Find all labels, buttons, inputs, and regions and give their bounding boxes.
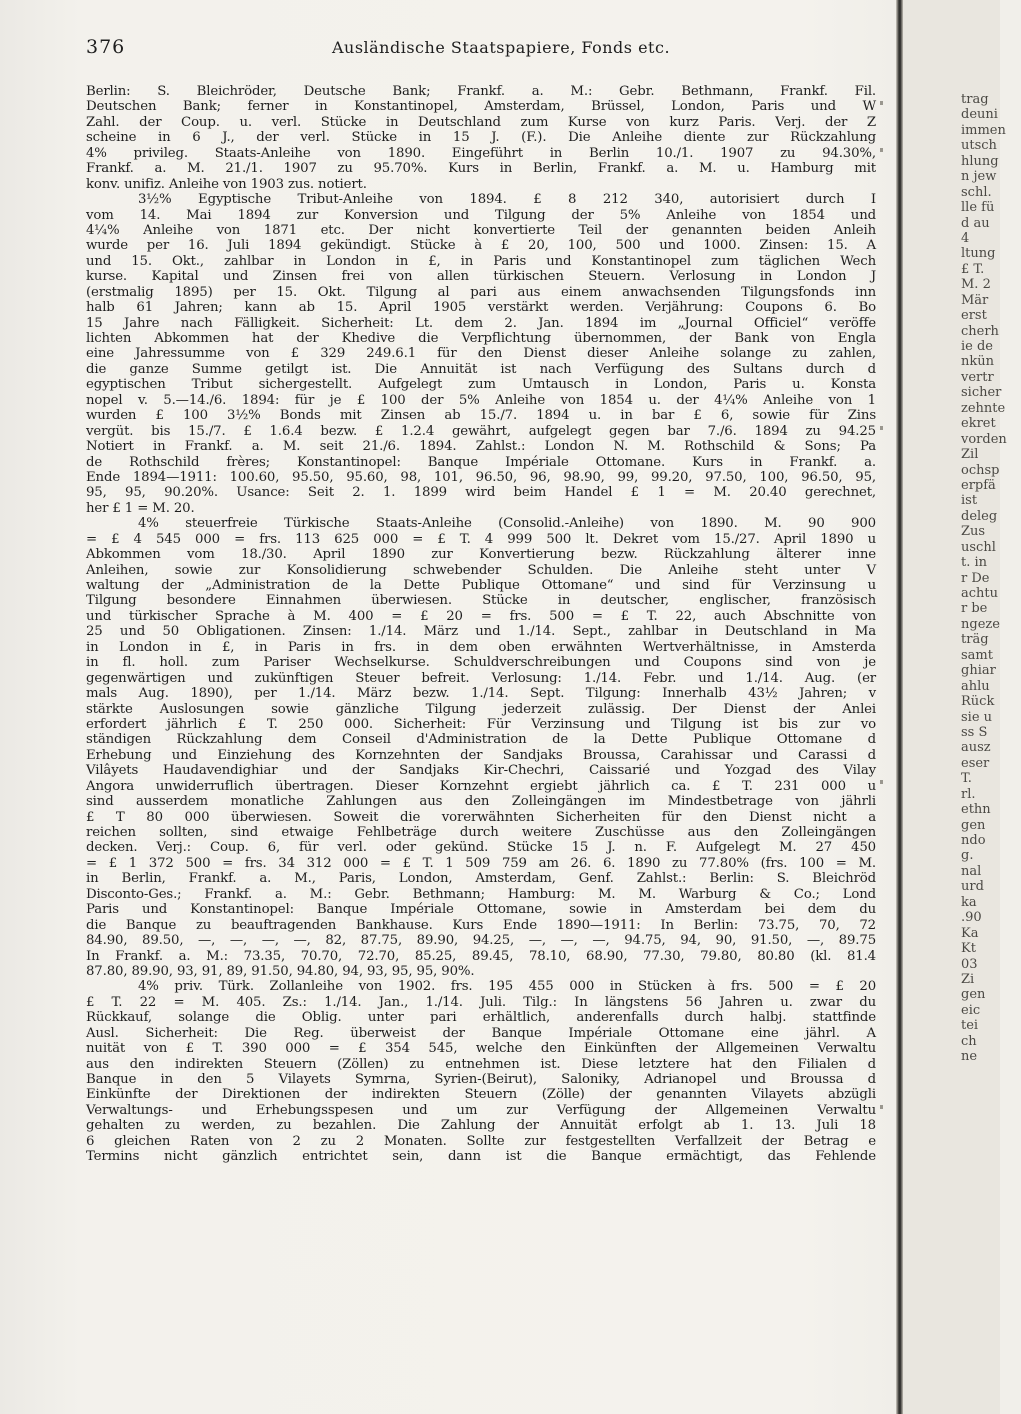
text-line: 3½% Egyptische Tribut-Anleihe von 1894. £ 8 212 340, autorisiert durch I (138, 192, 876, 208)
facing-page-text (961, 92, 1021, 1065)
text-line: stärkte Auslosungen sowie gänzliche Tilgung jederzeit zulässig. Der Dienst der Anlei (86, 701, 876, 717)
text-line: Abkommen vom 18./30. April 1890 zur Konvertierung bezw. Rückzahlung älterer inne (86, 547, 876, 563)
text-line: Berlin: S. Bleichröder, Deutsche Bank; Frankf. a. M.: Gebr. Bethmann, Frankf. Fil. (86, 84, 876, 99)
text-line: Angora unwiderruflich übertragen. Dieser Kornzehnt ergiebt jährlich ca. £ T. 231 000 u (86, 778, 876, 794)
facing-page-fragment: g. (961, 848, 974, 864)
text-line: 4% privileg. Staats-Anleihe von 1890. Eingeführt in Berlin 10./1. 1907 zu 94.30%, (86, 145, 876, 161)
facing-page-fragment: 03 (961, 956, 978, 972)
text-line: de Rothschild frères; Konstantinopel: Banque Impériale Ottomane. Kurs in Frankf. a. (86, 454, 876, 470)
text-line: wurden £ 100 3½% Bonds mit Zinsen ab 15./7. 1894 u. in bar £ 6, sowie für Zins (86, 408, 876, 424)
text-line: vom 14. Mai 1894 zur Konversion und Tilgung der 5% Anleihe von 1854 und (86, 207, 876, 223)
text-line: gehalten zu werden, zu bezahlen. Die Zahlung der Annuität erfolgt ab 1. 13. Juli 18 (86, 1118, 876, 1134)
text-line: decken. Verj.: Coup. 6, für verl. oder gekünd. Stücke 15 J. n. F. Aufgelegt M. 27 450 (86, 840, 876, 856)
text-line: £ T. 22 = M. 405. Zs.: 1./14. Jan., 1./14. Juli. Tilg.: In längstens 56 Jahren u. zwar du (86, 994, 876, 1010)
text-line: £ T 80 000 überwiesen. Soweit die vorerwähnten Sicherheiten für den Dienst nicht a (86, 809, 876, 825)
facing-page-fragment: d au (961, 215, 990, 231)
text-line: Vilâyets Haudavendighiar und der Sandjaks Kir-Chechri, Caissarié und Yozgad des Vilay (86, 763, 876, 779)
facing-page-fragment: ie de (961, 339, 993, 354)
text-line: gegenwärtigen und zukünftigen Steuer befreit. Verlosung: 1./14. Febr. und 1./14. Aug. (er (86, 670, 876, 686)
facing-page-fragment: ltung (961, 246, 996, 262)
facing-page-fragment: nkün (961, 354, 994, 370)
text-line: Paris und Konstantinopel: Banque Impériale Ottomane, sowie in Amsterdam bei dem du (86, 902, 876, 918)
facing-page-fragment: ch (961, 1033, 977, 1049)
running-head: Ausländische Staatspapiere, Fonds etc. (331, 38, 671, 57)
facing-page-fragment: rl. (961, 786, 976, 802)
facing-page-edge (903, 0, 1007, 1414)
text-line: Ausl. Sicherheit: Die Reg. überweist der Banque Impériale Ottomane eine jährl. A (86, 1025, 876, 1041)
text-line: Ende 1894—1911: 100.60, 95.50, 95.60, 98, 101, 96.50, 96, 98.90, 99, 99.20, 97.50, 100, 96.50, 95, (86, 469, 876, 485)
facing-page-fragment: schl. (961, 184, 992, 200)
text-line: Termins nicht gänzlich entrichtet sein, dann ist die Banque ermächtigt, das Fehlende (86, 1149, 876, 1165)
facing-page-fragment: ngeze (961, 616, 1000, 632)
text-line: egyptischen Tribut sichergestellt. Aufgelegt zum Umtausch in London, Paris u. Konsta (86, 377, 876, 393)
text-line: Tilgung besondere Einnahmen überwiesen. Stücke in deutscher, englischer, französisch (86, 593, 876, 609)
facing-page-fragment: samt (961, 647, 993, 663)
page-number: 376 (86, 36, 126, 58)
facing-page-fragment: n jew (961, 169, 997, 185)
facing-page-fragment: nal (961, 863, 982, 879)
facing-page-fragment: träg (961, 632, 989, 648)
text-line: nuität von £ T. 390 000 = £ 354 545, welche den Einkünften der Allgemeinen Verwaltu (86, 1041, 876, 1057)
facing-page-fragment: uschl (961, 539, 996, 555)
text-line: Frankf. a. M. 21./1. 1907 zu 95.70%. Kurs in Berlin, Frankf. a. M. u. Hamburg mit (86, 161, 876, 177)
text-line: = £ 1 372 500 = frs. 34 312 000 = £ T. 1 509 759 am 26. 6. 1890 zu 77.80% (frs. 100 = M. (86, 855, 876, 871)
text-line: lichten Abkommen hat der Khedive die Verpflichtung übernommen, der Bank von Engla (86, 331, 876, 346)
text-line: Banque in den 5 Vilayets Symrna, Syrien-(Beirut), Saloniky, Adrianopel und Broussa d (86, 1072, 876, 1087)
text-line: sind ausserdem monatliche Zahlungen aus den Zolleingängen im Mindestbetrage von jährli (86, 794, 876, 810)
facing-page-fragment: sicher (961, 385, 1002, 401)
facing-page-fragment: erst (961, 308, 987, 324)
facing-page-fragment: hlung (961, 153, 999, 169)
text-line: 4% steuerfreie Türkische Staats-Anleihe (Consolid.-Anleihe) von 1890. M. 90 900 (138, 516, 876, 532)
facing-page-fragment: deuni (961, 107, 998, 123)
facing-page-fragment: gen (961, 987, 986, 1003)
facing-page-fragment: erpfä (961, 477, 996, 493)
text-line: waltung der „Administration de la Dette Publique Ottomane“ und sind für Verzinsung u (86, 578, 876, 593)
gutter-mark (880, 148, 883, 152)
text-line: 95, 95, 90.20%. Usance: Seit 2. 1. 1899 wird beim Handel £ 1 = M. 20.40 gerechnet, (86, 485, 876, 501)
facing-page-fragment: achtu (961, 586, 999, 601)
body-text (86, 84, 876, 1165)
gutter-mark (880, 780, 883, 784)
page-fold-shadow (896, 0, 903, 1414)
facing-page-fragment: ahlu (961, 678, 990, 694)
facing-page-fragment: ochsp (961, 462, 1000, 478)
text-line: Deutschen Bank; ferner in Konstantinopel, Amsterdam, Brüssel, London, Paris und W (86, 99, 876, 115)
facing-page-fragment: ethn (961, 802, 991, 818)
text-line: reichen sollten, sind etwaige Fehlbeträge durch weitere Zuschüsse aus den Zolleingängen (86, 825, 876, 840)
text-line: 15 Jahre nach Fälligkeit. Sicherheit: Lt. dem 2. Jan. 1894 im „Journal Officiel“ veröffe (86, 315, 876, 331)
facing-page-fragment: utsch (961, 138, 997, 154)
text-line: scheine in 6 J., der verl. Stücke in 15 J. (F.). Die Anleihe diente zur Rückzahlung (86, 130, 876, 146)
text-line: und 15. Okt., zahlbar in London in £, in Paris und Konstantinopel zum täglichen Wech (86, 253, 876, 269)
facing-page-fragment: eser (961, 755, 990, 771)
text-line: (erstmalig 1895) per 15. Okt. Tilgung al pari aus einem anwachsenden Tilgungsfonds inn (86, 284, 876, 300)
text-line: In Frankf. a. M.: 73.35, 70.70, 72.70, 85.25, 89.45, 78.10, 68.90, 77.30, 79.80, 80.80 (kl. 81.4 (86, 948, 876, 964)
text-line: erfordert jährlich £ T. 250 000. Sicherheit: Für Verzinsung und Tilgung ist bis zur vo (86, 716, 876, 732)
facing-page-fragment: ghiar (961, 663, 996, 679)
text-line: in London in £, in Paris in frs. in dem oben erwähnten Wertverhältnisse, in Amsterda (86, 639, 876, 655)
text-line: Zahl. der Coup. u. verl. Stücke in Deutschland zum Kurse von kurz Paris. Verj. der Z (86, 114, 876, 130)
text-line: die ganze Summe getilgt ist. Die Annuität ist nach Verfügung des Sultans durch d (86, 361, 876, 377)
facing-page-fragment: cherh (961, 323, 999, 339)
text-line: Anleihen, sowie zur Konsolidierung schwebender Schulden. Die Anleihe steht unter V (86, 562, 876, 578)
text-line: = £ 4 545 000 = frs. 113 625 000 = £ T. 4 999 500 lt. Dekret vom 15./27. April 1890 u (86, 531, 876, 547)
text-line: wurde per 16. Juli 1894 gekündigt. Stücke à £ 20, 100, 500 und 1000. Zinsen: 15. A (86, 238, 876, 254)
page-header (86, 36, 876, 66)
gutter-mark (880, 101, 883, 105)
facing-page-fragment: ss S (961, 724, 988, 740)
text-line: vergüt. bis 15./7. £ 1.6.4 bezw. £ 1.2.4 gewährt, aufgelegt gegen bar 7./6. 1894 zu 94.25 (86, 423, 876, 439)
text-line: 84.90, 89.50, —, —, —, —, 82, 87.75, 89.90, 94.25, —, —, —, 94.75, 94, 90, 91.50, —, 89.75 (86, 933, 876, 949)
text-line: 4¼% Anleihe von 1871 etc. Der nicht konvertierte Teil der genannten beiden Anleih (86, 222, 876, 238)
facing-page-fragment: eic (961, 1002, 981, 1018)
facing-page-fragment: Zus (961, 524, 986, 540)
facing-page-fragment: sie u (961, 709, 993, 725)
facing-page-fragment: vertr (961, 369, 994, 385)
facing-page-fragment: urd (961, 879, 984, 895)
facing-page-fragment: ausz (961, 740, 991, 756)
facing-page-fragment: Rück (961, 694, 995, 710)
text-line: und türkischer Sprache à M. 400 = £ 20 = frs. 500 = £ T. 22, auch Abschnitte von (86, 608, 876, 624)
facing-page-fragment: Kt (961, 941, 976, 957)
text-line: ständigen Rückzahlung dem Conseil d'Administration de la Dette Publique Ottomane d (86, 732, 876, 748)
text-line: her £ 1 = M. 20. (86, 500, 195, 516)
text-line: kurse. Kapital und Zinsen frei von allen türkischen Steuern. Verlosung in London J (86, 269, 876, 285)
gutter-mark (880, 426, 883, 430)
text-line: Verwaltungs- und Erhebungsspesen und um zur Verfügung der Allgemeinen Verwaltu (86, 1102, 876, 1118)
text-line: aus den indirekten Steuern (Zöllen) zu entnehmen ist. Diese letztere hat den Filialen d (86, 1056, 876, 1072)
text-line: nopel v. 5.—14./6. 1894: für je £ 100 der 5% Anleihe von 1854 u. der 4¼% Anleihe von 1 (86, 392, 876, 408)
facing-page-fragment: r De (961, 570, 990, 586)
text-line: 87.80, 89.90, 93, 91, 89, 91.50, 94.80, 94, 93, 95, 95, 90%. (86, 963, 475, 979)
facing-page-fragment: ist (961, 493, 978, 509)
facing-page-fragment: ndo (961, 833, 986, 848)
text-line: eine Jahressumme von £ 329 249.6.1 für den Dienst dieser Anleihe solange zu zahlen, (86, 346, 876, 362)
facing-page-fragment: zehnte (961, 400, 1006, 416)
text-line: in Berlin, Frankf. a. M., Paris, London, Amsterdam, Genf. Zahlst.: Berlin: S. Bleichröd (86, 871, 876, 887)
text-line: Erhebung und Einziehung des Kornzehnten der Sandjaks Broussa, Carahissar und Carassi d (86, 747, 876, 763)
facing-page-fragment: vorden (961, 431, 1007, 447)
facing-page-fragment: deleg (961, 508, 998, 524)
gutter-mark (880, 1105, 883, 1109)
facing-page-fragment: Ka (961, 925, 979, 941)
facing-page-fragment: ne (961, 1049, 978, 1065)
facing-page-fragment: T. (961, 771, 972, 787)
facing-page-fragment: t. in (961, 555, 988, 571)
facing-page-fragment: ekret (961, 416, 996, 432)
text-line: Einkünfte der Direktionen der indirekten Steuern (Zölle) der genannten Vilayets abzügli (86, 1087, 876, 1103)
facing-page-fragment: 4 (961, 230, 970, 246)
facing-page-fragment: trag (961, 92, 989, 107)
text-line: Rückkauf, solange die Oblig. unter pari erhältlich, anderenfalls durch halbj. stattfinde (86, 1010, 876, 1026)
text-line: halb 61 Jahren; kann ab 15. April 1905 verstärkt werden. Verjährung: Coupons 6. Bo (86, 300, 876, 316)
text-line: Notiert in Frankf. a. M. seit 21./6. 1894. Zahlst.: London N. M. Rothschild & Sons; Pa (86, 439, 876, 455)
facing-page-fragment: M. 2 (961, 277, 991, 293)
text-line: die Banque zu beauftragenden Bankhause. Kurs Ende 1890—1911: In Berlin: 73.75, 70, 72 (86, 917, 876, 933)
text-line: konv. unifiz. Anleihe von 1903 zus. notiert. (86, 176, 367, 192)
text-line: in fl. holl. zum Pariser Wechselkurse. Schuldverschreibungen und Coupons sind von je (86, 655, 876, 671)
text-line: 4% priv. Türk. Zollanleihe von 1902. frs. 195 455 000 in Stücken à frs. 500 = £ 20 (138, 979, 876, 995)
facing-page-fragment: Zil (961, 447, 979, 463)
facing-page-fragment: r be (961, 601, 988, 617)
facing-page-fragment: ka (961, 894, 977, 910)
facing-page-fragment: lle fü (961, 200, 995, 216)
facing-page-fragment: Zi (961, 971, 975, 987)
facing-page-fragment: immen (961, 122, 1006, 138)
facing-page-fragment: .90 (961, 910, 982, 926)
facing-page-fragment: tei (961, 1018, 979, 1034)
facing-page-fragment: £ T. (961, 261, 985, 277)
text-line: 6 gleichen Raten von 2 zu 2 Monaten. Sollte zur festgestellten Verfallzeit der Betrag e (86, 1133, 876, 1149)
text-line: Disconto-Ges.; Frankf. a. M.: Gebr. Bethmann; Hamburg: M. M. Warburg & Co.; Lond (86, 886, 876, 902)
text-line: 25 und 50 Obligationen. Zinsen: 1./14. März und 1./14. Sept., zahlbar in Deutschland in Ma (86, 624, 876, 640)
text-line: mals Aug. 1890), per 1./14. März bezw. 1./14. Sept. Tilgung: Innerhalb 43½ Jahren; v (86, 686, 876, 702)
facing-page-fragment: gen (961, 817, 986, 833)
facing-page-fragment: Mär (961, 292, 989, 308)
